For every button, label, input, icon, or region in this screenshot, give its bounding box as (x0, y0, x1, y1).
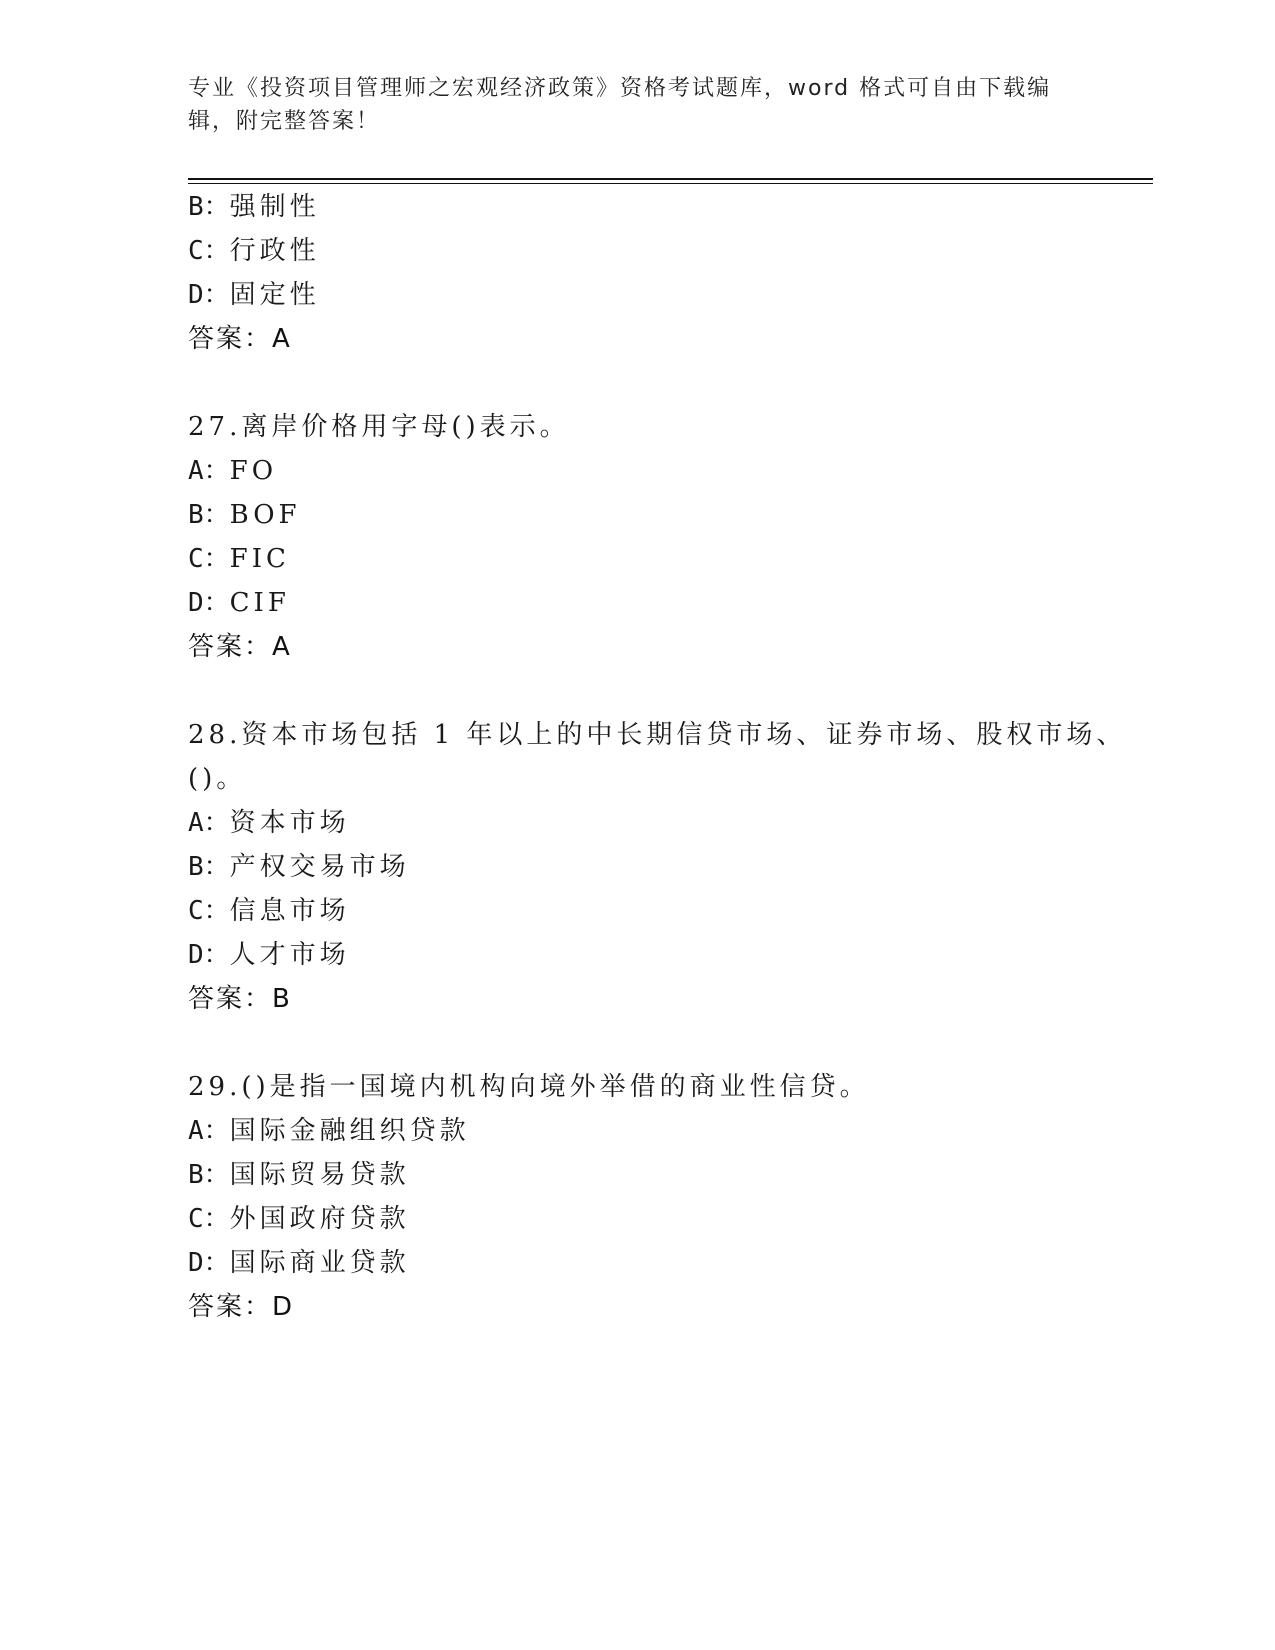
option-key: C： (188, 236, 230, 266)
header-divider-thick (188, 178, 1153, 180)
option-key: C： (188, 1204, 230, 1234)
option-item (188, 234, 320, 268)
option-item (188, 190, 320, 224)
option-text: FO (229, 456, 278, 486)
option-key: B： (188, 192, 230, 222)
question-text-continued: ()。 (188, 764, 247, 794)
option-key: B： (188, 1160, 230, 1190)
option-item (188, 806, 350, 840)
option-item (188, 1202, 410, 1236)
option-item (188, 894, 350, 928)
option-key: A： (188, 1116, 230, 1146)
option-item (188, 1158, 410, 1192)
header-line-1: 专业《投资项目管理师之宏观经济政策》资格考试题库，word 格式可自由下载编 (188, 76, 1052, 101)
option-text: 人才市场 (229, 940, 350, 970)
question-text: 27.离岸价格用字母()表示。 (188, 412, 570, 442)
option-key: D： (188, 940, 230, 970)
option-text: 资本市场 (229, 808, 350, 838)
option-key: A： (188, 456, 230, 486)
option-text: 行政性 (229, 236, 320, 266)
option-key: C： (188, 544, 230, 574)
option-item (188, 850, 410, 884)
option-item (188, 454, 277, 488)
option-text: 国际商业贷款 (229, 1248, 410, 1278)
option-text: CIF (229, 588, 290, 618)
option-key: B： (188, 852, 230, 882)
answer-line: 答案：A (188, 324, 292, 354)
option-text: FIC (229, 544, 290, 574)
option-item (188, 542, 290, 576)
option-item (188, 498, 301, 532)
option-key: D： (188, 1248, 230, 1278)
option-item (188, 1246, 410, 1280)
header-divider-thin (188, 183, 1153, 184)
answer-line: 答案：A (188, 632, 292, 662)
option-text: 固定性 (229, 280, 320, 310)
option-text: 国际贸易贷款 (229, 1160, 410, 1190)
option-item (188, 938, 350, 972)
question-text: 28.资本市场包括 1 年以上的中长期信贷市场、证券市场、股权市场、 (188, 720, 1127, 750)
answer-line: 答案：B (188, 984, 292, 1014)
option-key: B： (188, 500, 230, 530)
option-key: C： (188, 896, 230, 926)
option-text: 强制性 (229, 192, 320, 222)
option-item (188, 1114, 470, 1148)
option-key: D： (188, 280, 230, 310)
option-text: BOF (229, 500, 301, 530)
question-text: 29.()是指一国境内机构向境外举借的商业性信贷。 (188, 1072, 870, 1102)
option-item (188, 278, 320, 312)
option-item (188, 586, 290, 620)
option-key: A： (188, 808, 230, 838)
option-text: 国际金融组织贷款 (229, 1116, 470, 1146)
option-text: 产权交易市场 (229, 852, 410, 882)
answer-line: 答案：D (188, 1292, 295, 1322)
document-header (188, 72, 1088, 138)
header-line-2: 辑，附完整答案！ (188, 109, 381, 134)
option-text: 外国政府贷款 (229, 1204, 410, 1234)
option-text: 信息市场 (229, 896, 350, 926)
option-key: D： (188, 588, 230, 618)
